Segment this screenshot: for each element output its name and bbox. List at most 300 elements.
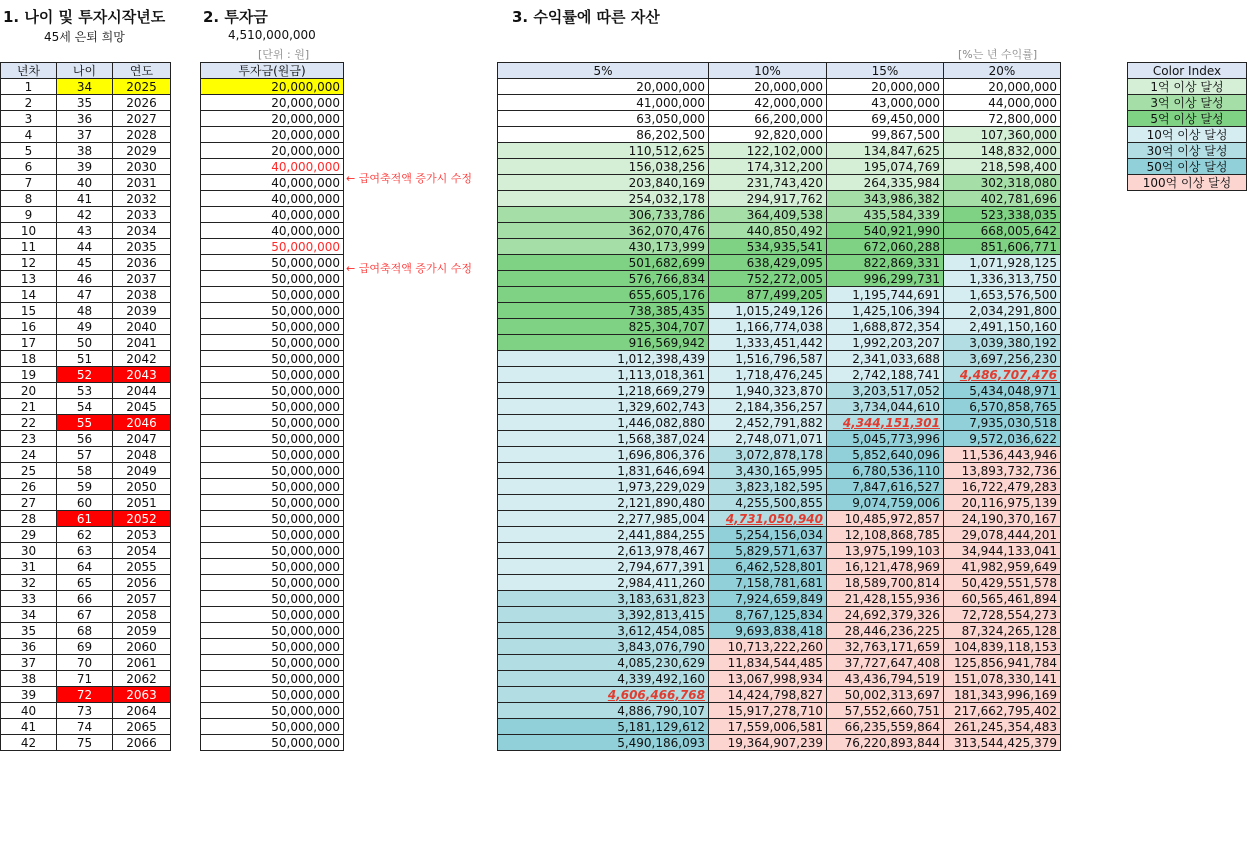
table-row xyxy=(1,671,171,687)
table-row xyxy=(498,703,1061,719)
legend-row xyxy=(1128,143,1247,159)
year-cell: 2029 xyxy=(113,143,171,159)
age-cell: 40 xyxy=(57,175,113,191)
year-cell: 2040 xyxy=(113,319,171,335)
year-count-cell: 7 xyxy=(1,175,57,191)
table-row xyxy=(498,543,1061,559)
year-cell: 2041 xyxy=(113,335,171,351)
principal-cell: 50,000,000 xyxy=(201,383,344,399)
table-row xyxy=(498,351,1061,367)
asset-cell: 672,060,288 xyxy=(827,239,944,255)
asset-cell: 4,886,790,107 xyxy=(498,703,709,719)
asset-cell: 99,867,500 xyxy=(827,127,944,143)
asset-cell: 916,569,942 xyxy=(498,335,709,351)
goal-reached-value: 4,606,466,768 xyxy=(607,687,705,702)
asset-cell: 34,944,133,041 xyxy=(944,543,1061,559)
table-row xyxy=(1,287,171,303)
asset-cell: 523,338,035 xyxy=(944,207,1061,223)
asset-cell: 14,424,798,827 xyxy=(709,687,827,703)
asset-cell: 10,485,972,857 xyxy=(827,511,944,527)
table-row xyxy=(498,527,1061,543)
asset-cell: 6,462,528,801 xyxy=(709,559,827,575)
asset-cell: 72,800,000 xyxy=(944,111,1061,127)
principal-cell: 50,000,000 xyxy=(201,463,344,479)
table-row xyxy=(498,479,1061,495)
table-row xyxy=(201,655,344,671)
table-row xyxy=(498,559,1061,575)
asset-cell: 1,831,646,694 xyxy=(498,463,709,479)
legend-row xyxy=(1128,79,1247,95)
year-cell: 2037 xyxy=(113,271,171,287)
asset-cell: 2,034,291,800 xyxy=(944,303,1061,319)
year-cell: 2027 xyxy=(113,111,171,127)
principal-cell: 50,000,000 xyxy=(201,431,344,447)
year-count-cell: 1 xyxy=(1,79,57,95)
table-row xyxy=(201,175,344,191)
year-cell: 2057 xyxy=(113,591,171,607)
table-row xyxy=(201,367,344,383)
principal-cell: 50,000,000 xyxy=(201,543,344,559)
principal-table xyxy=(200,62,344,751)
asset-cell: 24,190,370,167 xyxy=(944,511,1061,527)
principal-cell: 50,000,000 xyxy=(201,527,344,543)
principal-cell: 50,000,000 xyxy=(201,639,344,655)
year-count-cell: 37 xyxy=(1,655,57,671)
asset-cell: 2,491,150,160 xyxy=(944,319,1061,335)
year-count-cell: 24 xyxy=(1,447,57,463)
age-cell: 63 xyxy=(57,543,113,559)
asset-cell: 254,032,178 xyxy=(498,191,709,207)
asset-cell: 21,428,155,936 xyxy=(827,591,944,607)
table-row xyxy=(498,127,1061,143)
legend-item: 30억 이상 달성 xyxy=(1128,143,1247,159)
asset-cell: 294,917,762 xyxy=(709,191,827,207)
age-cell: 51 xyxy=(57,351,113,367)
age-cell: 39 xyxy=(57,159,113,175)
color-index-legend xyxy=(1127,62,1247,191)
asset-cell: 3,612,454,085 xyxy=(498,623,709,639)
asset-cell: 534,935,541 xyxy=(709,239,827,255)
age-cell: 71 xyxy=(57,671,113,687)
year-count-cell: 15 xyxy=(1,303,57,319)
year-count-cell: 38 xyxy=(1,671,57,687)
table-row xyxy=(201,511,344,527)
table-row xyxy=(1,207,171,223)
asset-cell: 1,336,313,750 xyxy=(944,271,1061,287)
table-row xyxy=(498,319,1061,335)
section3-title: 3. 수익률에 따른 자산 xyxy=(512,8,660,26)
year-count-cell: 27 xyxy=(1,495,57,511)
age-cell: 54 xyxy=(57,399,113,415)
asset-cell: 1,015,249,126 xyxy=(709,303,827,319)
table-row xyxy=(498,591,1061,607)
age-cell: 55 xyxy=(57,415,113,431)
year-cell: 2032 xyxy=(113,191,171,207)
asset-cell: 2,748,071,071 xyxy=(709,431,827,447)
asset-cell: 576,766,834 xyxy=(498,271,709,287)
table-row xyxy=(201,319,344,335)
table-row xyxy=(201,543,344,559)
asset-cell: 2,121,890,480 xyxy=(498,495,709,511)
table-row xyxy=(498,687,1061,703)
asset-cell: 19,364,907,239 xyxy=(709,735,827,751)
table-row xyxy=(1,719,171,735)
table-row xyxy=(498,111,1061,127)
table-row xyxy=(201,239,344,255)
table-row xyxy=(201,671,344,687)
asset-cell: 655,605,176 xyxy=(498,287,709,303)
asset-cell: 7,935,030,518 xyxy=(944,415,1061,431)
asset-cell: 668,005,642 xyxy=(944,223,1061,239)
asset-cell: 50,002,313,697 xyxy=(827,687,944,703)
asset-cell: 104,839,118,153 xyxy=(944,639,1061,655)
asset-cell: 69,450,000 xyxy=(827,111,944,127)
asset-cell: 9,572,036,622 xyxy=(944,431,1061,447)
asset-cell: 9,074,759,006 xyxy=(827,495,944,511)
table-row xyxy=(498,607,1061,623)
total-investment: 4,510,000,000 xyxy=(228,28,316,42)
year-cell: 2047 xyxy=(113,431,171,447)
asset-cell: 3,392,813,415 xyxy=(498,607,709,623)
table-row xyxy=(201,191,344,207)
asset-cell: 3,039,380,192 xyxy=(944,335,1061,351)
asset-cell: 1,446,082,880 xyxy=(498,415,709,431)
header-rate-20: 20% xyxy=(944,63,1061,79)
principal-cell: 20,000,000 xyxy=(201,143,344,159)
asset-cell: 43,000,000 xyxy=(827,95,944,111)
year-cell: 2046 xyxy=(113,415,171,431)
asset-cell: 501,682,699 xyxy=(498,255,709,271)
asset-cell: 66,200,000 xyxy=(709,111,827,127)
asset-cell: 12,108,868,785 xyxy=(827,527,944,543)
table-row xyxy=(1,623,171,639)
principal-cell: 50,000,000 xyxy=(201,511,344,527)
table-row xyxy=(1,415,171,431)
asset-cell: 76,220,893,844 xyxy=(827,735,944,751)
year-cell: 2031 xyxy=(113,175,171,191)
year-cell: 2063 xyxy=(113,687,171,703)
year-count-cell: 10 xyxy=(1,223,57,239)
asset-cell: 7,924,659,849 xyxy=(709,591,827,607)
year-count-cell: 23 xyxy=(1,431,57,447)
asset-cell: 63,050,000 xyxy=(498,111,709,127)
year-cell: 2064 xyxy=(113,703,171,719)
asset-cell: 738,385,435 xyxy=(498,303,709,319)
asset-cell: 86,202,500 xyxy=(498,127,709,143)
asset-cell: 313,544,425,379 xyxy=(944,735,1061,751)
table-row xyxy=(201,207,344,223)
year-count-cell: 22 xyxy=(1,415,57,431)
year-cell: 2036 xyxy=(113,255,171,271)
principal-cell: 50,000,000 xyxy=(201,495,344,511)
table-row xyxy=(1,399,171,415)
asset-cell: 29,078,444,201 xyxy=(944,527,1061,543)
table-row xyxy=(1,239,171,255)
age-cell: 57 xyxy=(57,447,113,463)
asset-cell xyxy=(498,687,709,703)
asset-cell: 1,113,018,361 xyxy=(498,367,709,383)
table-row xyxy=(498,223,1061,239)
principal-cell: 50,000,000 xyxy=(201,687,344,703)
table-row xyxy=(498,79,1061,95)
asset-cell: 1,425,106,394 xyxy=(827,303,944,319)
legend-row xyxy=(1128,111,1247,127)
goal-reached-value: 4,731,050,940 xyxy=(725,511,823,526)
legend-header: Color Index xyxy=(1128,63,1247,79)
principal-cell: 40,000,000 xyxy=(201,191,344,207)
asset-cell: 1,568,387,024 xyxy=(498,431,709,447)
table-row xyxy=(498,287,1061,303)
asset-cell: 37,727,647,408 xyxy=(827,655,944,671)
principal-cell: 50,000,000 xyxy=(201,351,344,367)
year-cell: 2028 xyxy=(113,127,171,143)
year-count-cell: 32 xyxy=(1,575,57,591)
year-count-cell: 11 xyxy=(1,239,57,255)
asset-cell: 110,512,625 xyxy=(498,143,709,159)
asset-cell: 440,850,492 xyxy=(709,223,827,239)
table-row xyxy=(201,159,344,175)
asset-cell: 181,343,996,169 xyxy=(944,687,1061,703)
principal-cell: 50,000,000 xyxy=(201,735,344,751)
table-row xyxy=(201,719,344,735)
asset-cell: 7,847,616,527 xyxy=(827,479,944,495)
table-row xyxy=(1,143,171,159)
age-cell: 73 xyxy=(57,703,113,719)
asset-cell: 20,000,000 xyxy=(498,79,709,95)
asset-cell: 15,917,278,710 xyxy=(709,703,827,719)
asset-cell: 32,763,171,659 xyxy=(827,639,944,655)
age-cell: 52 xyxy=(57,367,113,383)
age-cell: 60 xyxy=(57,495,113,511)
asset-cell: 10,713,222,260 xyxy=(709,639,827,655)
year-cell: 2035 xyxy=(113,239,171,255)
asset-cell: 5,181,129,612 xyxy=(498,719,709,735)
year-cell: 2043 xyxy=(113,367,171,383)
principal-cell: 50,000,000 xyxy=(201,719,344,735)
unit-label: [단위 : 원] xyxy=(258,48,310,61)
year-count-cell: 30 xyxy=(1,543,57,559)
year-count-cell: 5 xyxy=(1,143,57,159)
asset-cell: 195,074,769 xyxy=(827,159,944,175)
table-row xyxy=(498,175,1061,191)
asset-cell: 1,333,451,442 xyxy=(709,335,827,351)
asset-cell: 231,743,420 xyxy=(709,175,827,191)
year-count-cell: 13 xyxy=(1,271,57,287)
table-row xyxy=(1,495,171,511)
table-row xyxy=(201,415,344,431)
table-row xyxy=(498,159,1061,175)
asset-cell: 5,434,048,971 xyxy=(944,383,1061,399)
table-row xyxy=(1,655,171,671)
year-cell: 2052 xyxy=(113,511,171,527)
asset-cell: 87,324,265,128 xyxy=(944,623,1061,639)
table-row xyxy=(201,79,344,95)
year-cell: 2054 xyxy=(113,543,171,559)
asset-cell: 1,071,928,125 xyxy=(944,255,1061,271)
table-row xyxy=(498,335,1061,351)
asset-cell: 24,692,379,326 xyxy=(827,607,944,623)
table-row xyxy=(201,559,344,575)
asset-cell: 6,570,858,765 xyxy=(944,399,1061,415)
table-row xyxy=(1,575,171,591)
asset-cell: 2,277,985,004 xyxy=(498,511,709,527)
table-row xyxy=(498,623,1061,639)
year-count-cell: 4 xyxy=(1,127,57,143)
asset-cell: 2,984,411,260 xyxy=(498,575,709,591)
asset-cell: 4,339,492,160 xyxy=(498,671,709,687)
age-cell: 70 xyxy=(57,655,113,671)
asset-cell: 306,733,786 xyxy=(498,207,709,223)
age-cell: 64 xyxy=(57,559,113,575)
table-row xyxy=(1,335,171,351)
age-cell: 61 xyxy=(57,511,113,527)
table-row xyxy=(1,223,171,239)
age-cell: 35 xyxy=(57,95,113,111)
year-count-cell: 6 xyxy=(1,159,57,175)
table-row xyxy=(201,639,344,655)
asset-cell: 28,446,236,225 xyxy=(827,623,944,639)
asset-cell: 2,441,884,255 xyxy=(498,527,709,543)
header-year-count: 년차 xyxy=(1,63,57,79)
asset-cell: 134,847,625 xyxy=(827,143,944,159)
year-count-cell: 9 xyxy=(1,207,57,223)
age-cell: 44 xyxy=(57,239,113,255)
asset-cell: 261,245,354,483 xyxy=(944,719,1061,735)
principal-cell: 50,000,000 xyxy=(201,287,344,303)
asset-cell: 2,613,978,467 xyxy=(498,543,709,559)
asset-cell: 996,299,731 xyxy=(827,271,944,287)
asset-cell: 3,183,631,823 xyxy=(498,591,709,607)
table-row xyxy=(1,191,171,207)
principal-cell: 50,000,000 xyxy=(201,623,344,639)
asset-cell: 16,722,479,283 xyxy=(944,479,1061,495)
asset-cell: 13,067,998,934 xyxy=(709,671,827,687)
year-count-cell: 42 xyxy=(1,735,57,751)
table-row xyxy=(1,479,171,495)
age-cell: 37 xyxy=(57,127,113,143)
table-row xyxy=(1,303,171,319)
asset-cell: 42,000,000 xyxy=(709,95,827,111)
age-cell: 47 xyxy=(57,287,113,303)
table-row xyxy=(201,143,344,159)
table-row xyxy=(1,639,171,655)
asset-cell: 1,195,744,691 xyxy=(827,287,944,303)
asset-cell: 5,852,640,096 xyxy=(827,447,944,463)
table-row xyxy=(1,111,171,127)
asset-cell: 13,893,732,736 xyxy=(944,463,1061,479)
table-row xyxy=(498,495,1061,511)
year-cell: 2055 xyxy=(113,559,171,575)
table-row xyxy=(1,255,171,271)
table-row xyxy=(201,399,344,415)
asset-cell: 3,734,044,610 xyxy=(827,399,944,415)
year-cell: 2062 xyxy=(113,671,171,687)
principal-cell: 50,000,000 xyxy=(201,479,344,495)
table-row xyxy=(1,607,171,623)
asset-cell: 43,436,794,519 xyxy=(827,671,944,687)
asset-cell: 1,718,476,245 xyxy=(709,367,827,383)
year-count-cell: 31 xyxy=(1,559,57,575)
principal-cell: 20,000,000 xyxy=(201,127,344,143)
principal-cell: 20,000,000 xyxy=(201,79,344,95)
table-row xyxy=(498,735,1061,751)
asset-cell: 41,000,000 xyxy=(498,95,709,111)
legend-item: 1억 이상 달성 xyxy=(1128,79,1247,95)
year-cell: 2039 xyxy=(113,303,171,319)
asset-cell: 430,173,999 xyxy=(498,239,709,255)
asset-cell: 9,693,838,418 xyxy=(709,623,827,639)
age-cell: 45 xyxy=(57,255,113,271)
table-row xyxy=(498,271,1061,287)
age-cell: 58 xyxy=(57,463,113,479)
asset-cell: 2,794,677,391 xyxy=(498,559,709,575)
return-unit-label: [%는 년 수익률] xyxy=(958,48,1038,61)
table-row xyxy=(1,543,171,559)
table-row xyxy=(201,527,344,543)
table-row xyxy=(201,127,344,143)
table-row xyxy=(201,607,344,623)
year-count-cell: 34 xyxy=(1,607,57,623)
age-cell: 46 xyxy=(57,271,113,287)
table-row xyxy=(498,463,1061,479)
year-count-cell: 19 xyxy=(1,367,57,383)
asset-cell: 174,312,200 xyxy=(709,159,827,175)
table-row xyxy=(498,511,1061,527)
asset-cell: 122,102,000 xyxy=(709,143,827,159)
year-count-cell: 26 xyxy=(1,479,57,495)
year-count-cell: 18 xyxy=(1,351,57,367)
header-principal: 투자금(원금) xyxy=(201,63,344,79)
table-row xyxy=(201,95,344,111)
age-cell: 36 xyxy=(57,111,113,127)
year-count-cell: 3 xyxy=(1,111,57,127)
year-count-cell: 36 xyxy=(1,639,57,655)
principal-cell: 50,000,000 xyxy=(201,255,344,271)
age-cell: 68 xyxy=(57,623,113,639)
asset-cell: 7,158,781,681 xyxy=(709,575,827,591)
asset-cell: 2,452,791,882 xyxy=(709,415,827,431)
table-row xyxy=(201,735,344,751)
year-cell: 2065 xyxy=(113,719,171,735)
table-row xyxy=(1,175,171,191)
asset-cell: 1,688,872,354 xyxy=(827,319,944,335)
principal-cell: 50,000,000 xyxy=(201,239,344,255)
table-row xyxy=(201,479,344,495)
table-row xyxy=(201,431,344,447)
principal-cell: 50,000,000 xyxy=(201,303,344,319)
table-row xyxy=(1,559,171,575)
table-row xyxy=(201,303,344,319)
asset-cell: 638,429,095 xyxy=(709,255,827,271)
age-cell: 49 xyxy=(57,319,113,335)
age-cell: 62 xyxy=(57,527,113,543)
asset-cell: 877,499,205 xyxy=(709,287,827,303)
table-row xyxy=(1,319,171,335)
asset-cell: 1,218,669,279 xyxy=(498,383,709,399)
asset-cell: 156,038,256 xyxy=(498,159,709,175)
year-count-cell: 12 xyxy=(1,255,57,271)
table-row xyxy=(1,79,171,95)
asset-cell: 13,975,199,103 xyxy=(827,543,944,559)
asset-cell: 66,235,559,864 xyxy=(827,719,944,735)
asset-cell: 1,653,576,500 xyxy=(944,287,1061,303)
asset-cell: 435,584,339 xyxy=(827,207,944,223)
header-rate-15: 15% xyxy=(827,63,944,79)
legend-item: 100억 이상 달성 xyxy=(1128,175,1247,191)
age-cell: 50 xyxy=(57,335,113,351)
legend-item: 5억 이상 달성 xyxy=(1128,111,1247,127)
year-cell: 2050 xyxy=(113,479,171,495)
